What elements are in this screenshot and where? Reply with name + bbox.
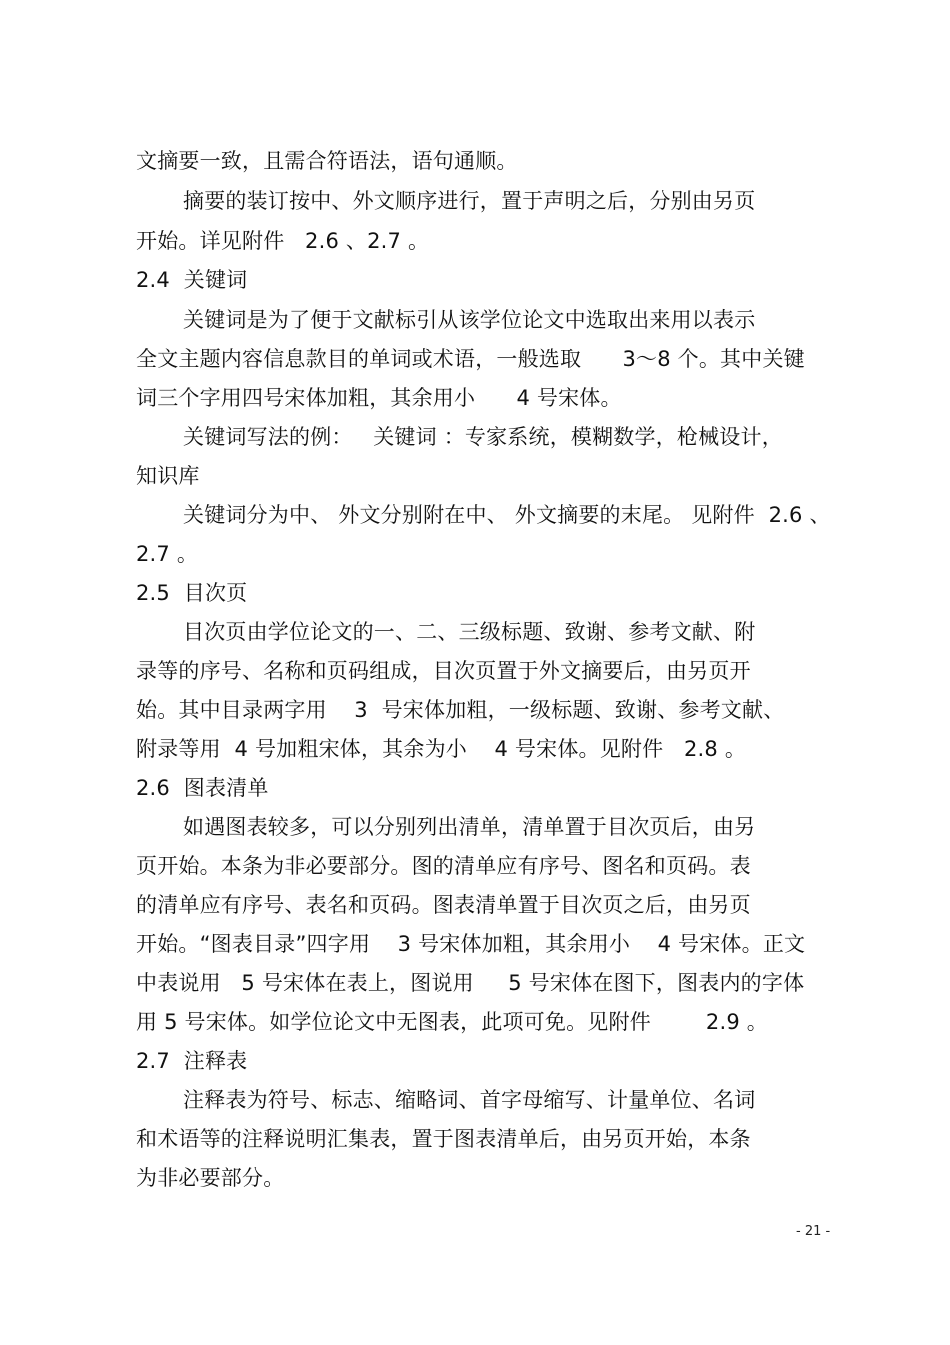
body-text-line: 的清单应有序号、表名和页码。图表清单置于目次页之后，由另页 <box>136 893 751 917</box>
body-text-line: 2.7 。 <box>136 542 199 566</box>
body-text-line: 关键词分为中、 外文分别附在中、 外文摘要的末尾。 见附件 2.6 、 <box>183 503 831 527</box>
body-text-line: 开始。详见附件 2.6 、2.7 。 <box>136 229 430 253</box>
body-text-line: 开始。“图表目录”四字用 3 号宋体加粗，其余用小 4 号宋体。正文 <box>136 932 806 956</box>
body-text-line: 知识库 <box>136 464 200 488</box>
section-heading: 2.4 关键词 <box>136 268 248 292</box>
body-text-line: 用 5 号宋体。如学位论文中无图表，此项可免。见附件 2.9 。 <box>136 1010 768 1034</box>
body-text-line: 注释表为符号、标志、缩略词、首字母缩写、计量单位、名词 <box>183 1088 756 1112</box>
body-text-line: 录等的序号、名称和页码组成，目次页置于外文摘要后，由另页开 <box>136 659 751 683</box>
body-text-line: 文摘要一致，且需合符语法，语句通顺。 <box>136 149 518 173</box>
body-text-line: 附录等用 4 号加粗宋体，其余为小 4 号宋体。见附件 2.8 。 <box>136 737 747 761</box>
body-text-line: 关键词写法的例： 关键词 ：专家系统，模糊数学，枪械设计， <box>183 425 783 449</box>
body-text-line: 如遇图表较多，可以分别列出清单，清单置于目次页后，由另 <box>183 815 756 839</box>
section-heading: 2.6 图表清单 <box>136 776 269 800</box>
body-text-line: 中表说用 5 号宋体在表上，图说用 5 号宋体在图下，图表内的字体 <box>136 971 805 995</box>
body-text-line: 摘要的装订按中、外文顺序进行，置于声明之后，分别由另页 <box>183 189 756 213</box>
body-text-line: 关键词是为了便于文献标引从该学位论文中选取出来用以表示 <box>183 308 756 332</box>
body-text-line: 为非必要部分。 <box>136 1166 285 1190</box>
body-text-line: 和术语等的注释说明汇集表，置于图表清单后，由另页开始，本条 <box>136 1127 751 1151</box>
body-text-line: 全文主题内容信息款目的单词或术语，一般选取 3～8 个。其中关键 <box>136 347 805 371</box>
body-text-line: 页开始。本条为非必要部分。图的清单应有序号、图名和页码。表 <box>136 854 751 878</box>
section-heading: 2.7 注释表 <box>136 1049 248 1073</box>
section-heading: 2.5 目次页 <box>136 581 248 605</box>
page-number: - 21 - <box>796 1224 831 1239</box>
body-text-line: 始。其中目录两字用 3 号宋体加粗，一级标题、致谢、参考文献、 <box>136 698 785 722</box>
body-text-line: 词三个字用四号宋体加粗，其余用小 4 号宋体。 <box>136 386 622 410</box>
body-text-line: 目次页由学位论文的一、二、三级标题、致谢、参考文献、附 <box>183 620 756 644</box>
